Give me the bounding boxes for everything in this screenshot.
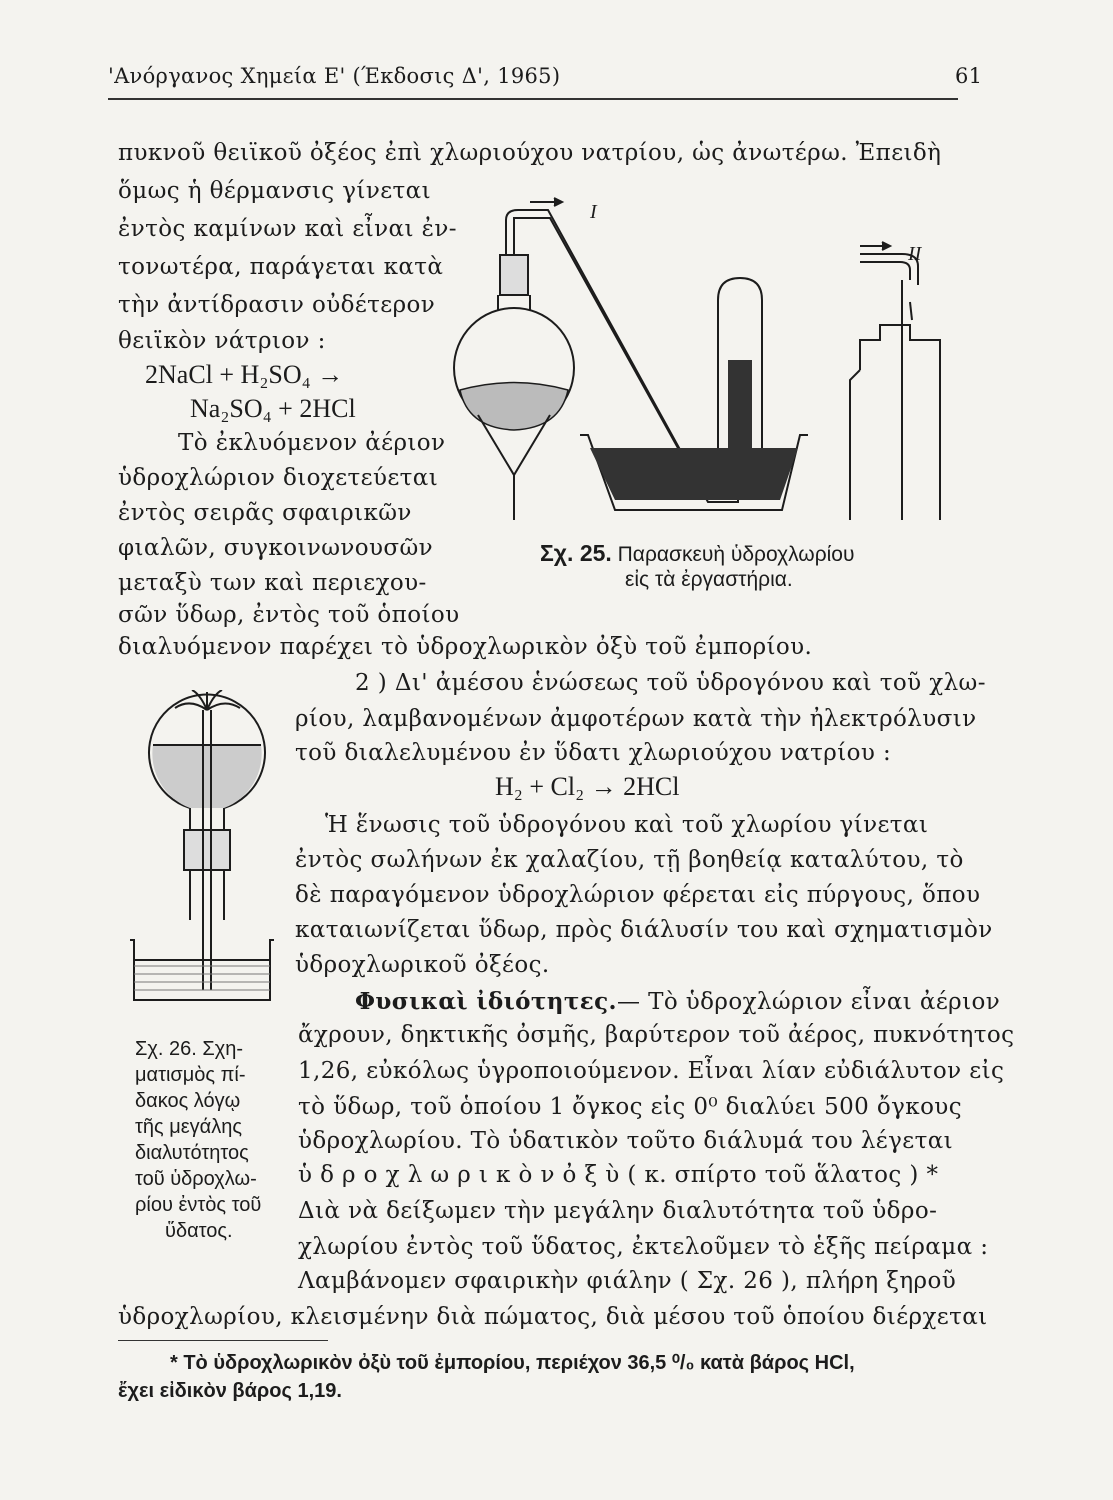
footnote-rule xyxy=(118,1340,328,1341)
figure-26-fountain xyxy=(120,690,290,1020)
equation-h2-cl2: H₂ + Cl₂ → 2HCl xyxy=(495,772,680,801)
method2-para: ἐντὸς σωλήνων ἐκ χαλαζίου, τῇ βοηθείᾳ καταλύτου, τὸ xyxy=(295,847,964,873)
reaction-line-1: 2NaCl + H₂SO₄ → xyxy=(145,360,344,389)
figure-25-caption-line2: εἰς τὰ ἐργαστήρια. xyxy=(625,568,793,591)
stopper xyxy=(500,255,528,295)
properties-line: ὑδροχλωρίου. Τὸ ὑδατικὸν τοῦτο διάλυμά του λέγεται xyxy=(298,1128,954,1154)
method2-para: καταιωνίζεται ὕδωρ, πρὸς διάλυσίν του καὶ σχηματισμὸν xyxy=(295,917,993,943)
method2-line: ρίου, λαμβανομένων ἀμφοτέρων κατὰ τὴν ἠλεκτρόλυσιν xyxy=(295,706,977,732)
left-col-line: Τὸ ἐκλυόμενον ἀέριον xyxy=(178,430,446,456)
left-col-line: ὅμως ἡ θέρμανσις γίνεται xyxy=(118,178,432,204)
left-col-line: σῶν ὕδωρ, ἐντὸς τοῦ ὁποίου xyxy=(118,602,460,628)
properties-heading: Φυσικαὶ ἰδιότητες. xyxy=(355,988,617,1015)
figure-26-caption-line: διαλυτότητος xyxy=(135,1142,249,1164)
properties-line: τὸ ὕδωρ, τοῦ ὁποίου 1 ὄγκος εἰς 0⁰ διαλύει 500 ὄγκους xyxy=(298,1094,962,1120)
properties-line: ὑ δ ρ ο χ λ ω ρ ι κ ὸ ν ὀ ξ ὺ ( κ. σπίρτο τοῦ ἅλατος ) * xyxy=(298,1162,939,1188)
method2-para: ὑδροχλωρικοῦ ὀξέος. xyxy=(295,952,550,978)
figure-26-caption-line: τοῦ ὑδροχλω- xyxy=(135,1168,257,1190)
left-col-line: τὴν ἀντίδρασιν οὐδέτερον xyxy=(118,292,436,318)
left-col-line: ὑδροχλώριον διοχετεύεται xyxy=(118,465,439,491)
properties-line: Λαμβάνομεν σφαιρικὴν φιάλην ( Σχ. 26 ), πλήρη ξηροῦ xyxy=(298,1268,957,1294)
left-col-line: φιαλῶν, συγκοινωνουσῶν xyxy=(118,535,434,561)
properties-full-line: ὑδροχλωρίου, κλεισμένην διὰ πώματος, διὰ μέσου τοῦ ὁποίου διέρχεται xyxy=(118,1304,988,1330)
figure-26-caption-line: τῆς μεγάλης xyxy=(135,1116,242,1138)
figure-26-caption-line: ματισμὸς πί- xyxy=(135,1064,246,1086)
reaction-line-2: Na₂SO₄ + 2HCl xyxy=(190,394,356,423)
figure-25-apparatus xyxy=(440,190,960,520)
figure-25-number: Σχ. 25. xyxy=(540,540,612,566)
label-I: I xyxy=(590,201,597,223)
left-col-line: θειϊκὸν νάτριον : xyxy=(118,328,326,354)
figure-26-caption-line: ὕδατος. xyxy=(165,1220,233,1242)
page-number: 61 xyxy=(955,64,983,88)
gas-bottle xyxy=(860,325,940,520)
left-col-line: τονωτέρα, παράγεται κατὰ xyxy=(118,254,444,280)
figure-26-caption-line: ρίου ἐντὸς τοῦ xyxy=(135,1194,262,1216)
method2-line: 2 ) Δι' ἀμέσου ἑνώσεως τοῦ ὑδρογόνου καὶ τοῦ χλω- xyxy=(355,670,986,696)
flask-contents xyxy=(460,383,568,431)
properties-line: ἄχρουν, δηκτικῆς ὀσμῆς, βαρύτερον τοῦ ἀέρος, πυκνότητος xyxy=(298,1022,1015,1048)
running-title: 'Ανόργανος Χημεία Ε' (Έκδοσις Δ', 1965) xyxy=(108,64,561,88)
footnote-line1: * Τὸ ὑδροχλωρικὸν ὀξὺ τοῦ ἐμπορίου, περιέχον 36,5 ⁰/₀ κατὰ βάρος HCl, xyxy=(170,1352,855,1374)
properties-line: 1,26, εὐκόλως ὑγροποιούμενον. Εἶναι λίαν εὐδιάλυτον εἰς xyxy=(298,1058,1005,1084)
figure-26-caption-line: δακος λόγῳ xyxy=(135,1090,241,1112)
method2-line: τοῦ διαλελυμένου ἐν ὕδατι χλωριούχου νατρίου : xyxy=(295,740,892,766)
intro-full-line: πυκνοῦ θειϊκοῦ ὀξέος ἐπὶ χλωριούχου νατρίου, ὡς ἀνωτέρω. Ἐπειδὴ xyxy=(118,140,942,166)
intro-closing-line: διαλυόμενον παρέχει τὸ ὑδροχλωρικὸν ὀξὺ τοῦ ἐμπορίου. xyxy=(118,634,813,660)
left-col-line: μεταξὺ των καὶ περιεχου- xyxy=(118,570,427,596)
properties-line: Διὰ νὰ δείξωμεν τὴν μεγάλην διαλυτότητα τοῦ ὑδρο- xyxy=(298,1198,938,1224)
figure-25-caption-line1: Παρασκευὴ ὑδροχλωρίου xyxy=(617,543,855,566)
left-col-line: ἐντὸς καμίνων καὶ εἶναι ἐν- xyxy=(118,216,457,242)
footnote-line2: ἔχει εἰδικὸν βάρος 1,19. xyxy=(118,1380,342,1402)
properties-line: χλωρίου ἐντὸς τοῦ ὕδατος, ἐκτελοῦμεν τὸ ἑξῆς πείραμα : xyxy=(298,1234,989,1260)
header-rule xyxy=(108,98,958,100)
label-II: II xyxy=(908,243,922,265)
figure-26-caption-line: Σχ. 26. Σχη- xyxy=(135,1038,243,1060)
left-col-line: ἐντὸς σειρᾶς σφαιρικῶν xyxy=(118,500,412,526)
method2-para: δὲ παραγόμενον ὑδροχλώριον φέρεται εἰς πύργους, ὅπου xyxy=(295,882,981,908)
properties-first-line: — Τὸ ὑδροχλώριον εἶναι ἀέριον xyxy=(616,989,1001,1015)
method2-para: Ἡ ἕνωσις τοῦ ὑδρογόνου καὶ τοῦ χλωρίου γίνεται xyxy=(325,812,929,838)
